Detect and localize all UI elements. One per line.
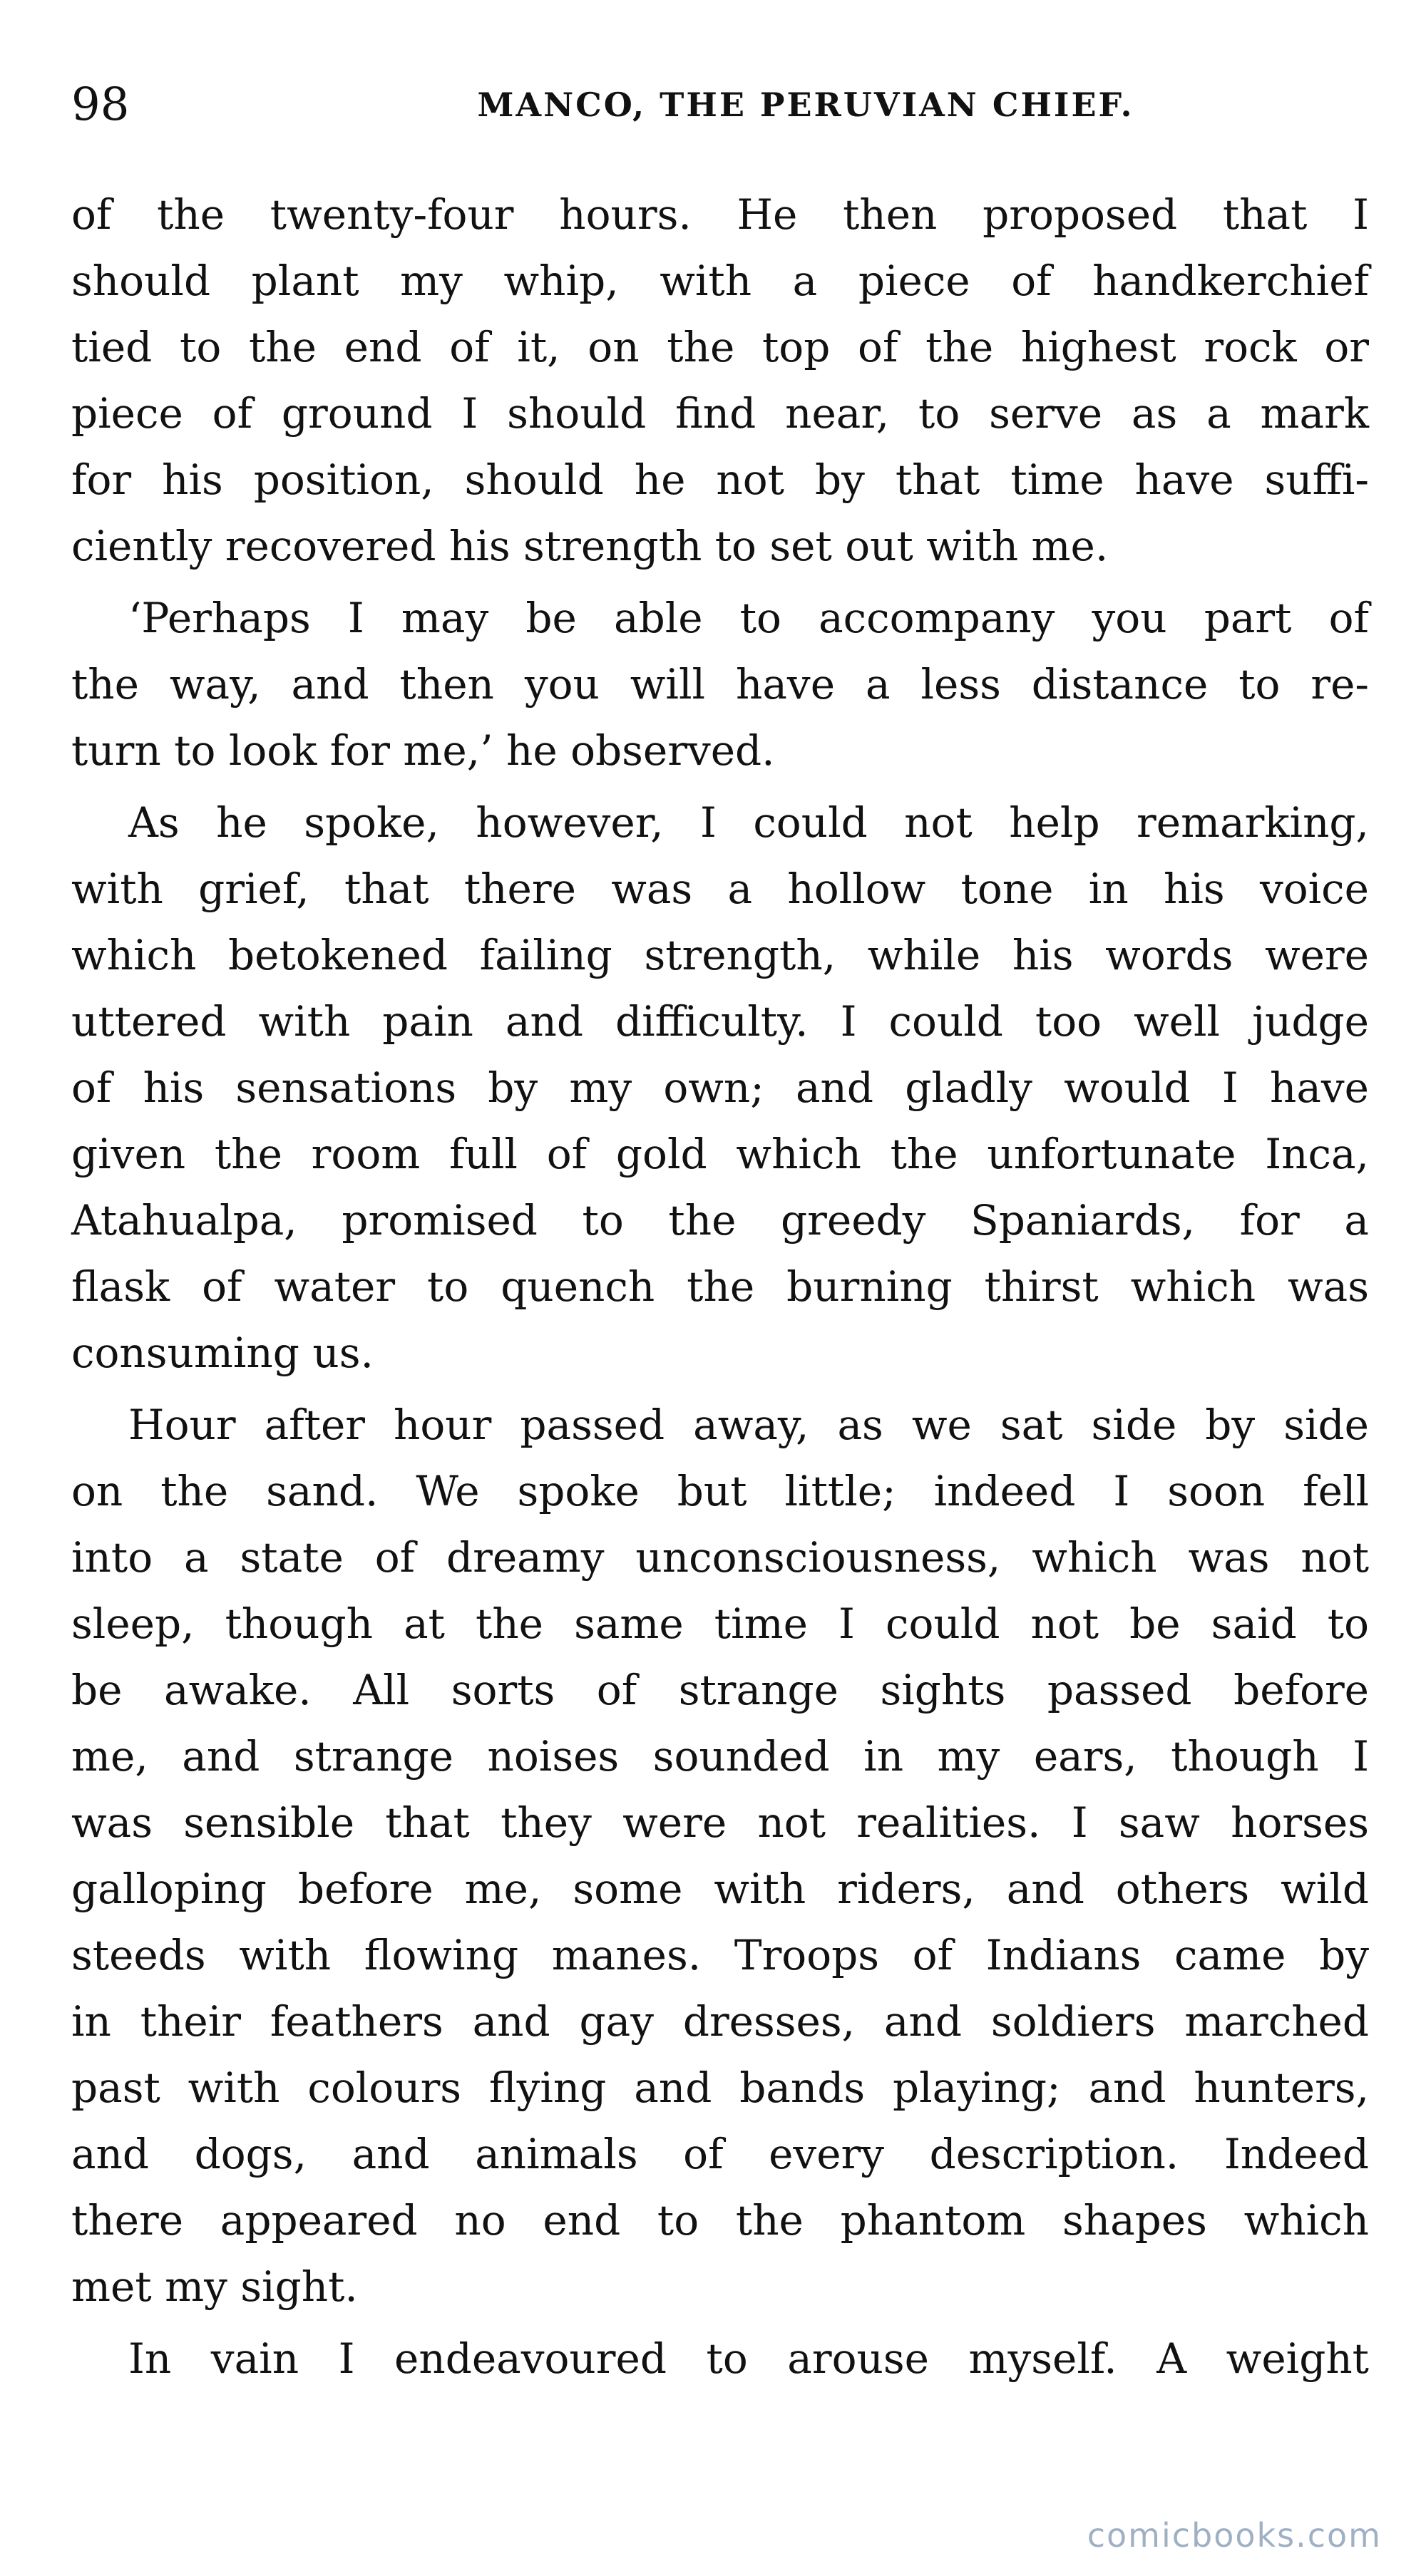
text-line: met my sight.	[71, 2262, 358, 2311]
text-line: galloping before me, some with riders, and others wild	[71, 1865, 1369, 1913]
text-line: consuming us.	[71, 1329, 374, 1377]
running-title: MANCO, THE PERUVIAN CHIEF.	[477, 86, 1134, 124]
paragraph-first-line: As he spoke, however, I could not help remarking,	[128, 798, 1369, 847]
page-number: 98	[71, 78, 130, 131]
text-line: which betokened failing strength, while his words were	[71, 931, 1369, 979]
text-line: with grief, that there was a hollow tone in his voice	[71, 865, 1369, 913]
text-line: on the sand. We spoke but little; indeed I soon fell	[71, 1467, 1369, 1515]
paragraph-first-line: ‘Perhaps I may be able to accompany you part of	[128, 594, 1369, 642]
text-line: steeds with flowing manes. Troops of Indians came by	[71, 1931, 1369, 1979]
text-line: should plant my whip, with a piece of handkerchief	[71, 257, 1369, 305]
text-line: be awake. All sorts of strange sights passed before	[71, 1666, 1369, 1714]
text-line: turn to look for me,’ he observed.	[71, 726, 775, 775]
watermark: comicbooks.com	[1087, 2516, 1382, 2555]
text-line: for his position, should he not by that time have suffi-	[71, 455, 1369, 504]
body-text	[71, 182, 1369, 2392]
text-line: in their feathers and gay dresses, and soldiers marched	[71, 1997, 1369, 2046]
text-line: sleep, though at the same time I could not be said to	[71, 1599, 1369, 1648]
text-line: into a state of dreamy unconsciousness, which was not	[71, 1533, 1369, 1582]
text-line: was sensible that they were not realities. I saw horses	[71, 1798, 1369, 1847]
text-line: of his sensations by my own; and gladly would I have	[71, 1063, 1369, 1112]
paragraph-first-line: Hour after hour passed away, as we sat side by side	[128, 1401, 1369, 1449]
paragraph-first-line: In vain I endeavoured to arouse myself. A weight	[128, 2334, 1369, 2383]
text-line: there appeared no end to the phantom shapes which	[71, 2196, 1369, 2245]
text-line: ciently recovered his strength to set out with me.	[71, 522, 1109, 570]
text-line: uttered with pain and difficulty. I could too well judge	[71, 997, 1369, 1046]
text-line: piece of ground I should find near, to serve as a mark	[71, 389, 1369, 438]
page-header	[71, 73, 1369, 137]
text-line: Atahualpa, promised to the greedy Spaniards, for a	[71, 1196, 1369, 1245]
text-line: of the twenty-four hours. He then proposed that I	[71, 190, 1369, 239]
text-line: and dogs, and animals of every description. Indeed	[71, 2130, 1369, 2178]
text-line: the way, and then you will have a less distance to re-	[71, 660, 1369, 709]
text-line: flask of water to quench the burning thirst which was	[71, 1262, 1369, 1311]
text-line: given the room full of gold which the unfortunate Inca,	[71, 1130, 1369, 1178]
text-line: tied to the end of it, on the top of the highest rock or	[71, 323, 1369, 371]
text-line: past with colours flying and bands playing; and hunters,	[71, 2064, 1369, 2112]
text-line: me, and strange noises sounded in my ears, though I	[71, 1732, 1369, 1781]
